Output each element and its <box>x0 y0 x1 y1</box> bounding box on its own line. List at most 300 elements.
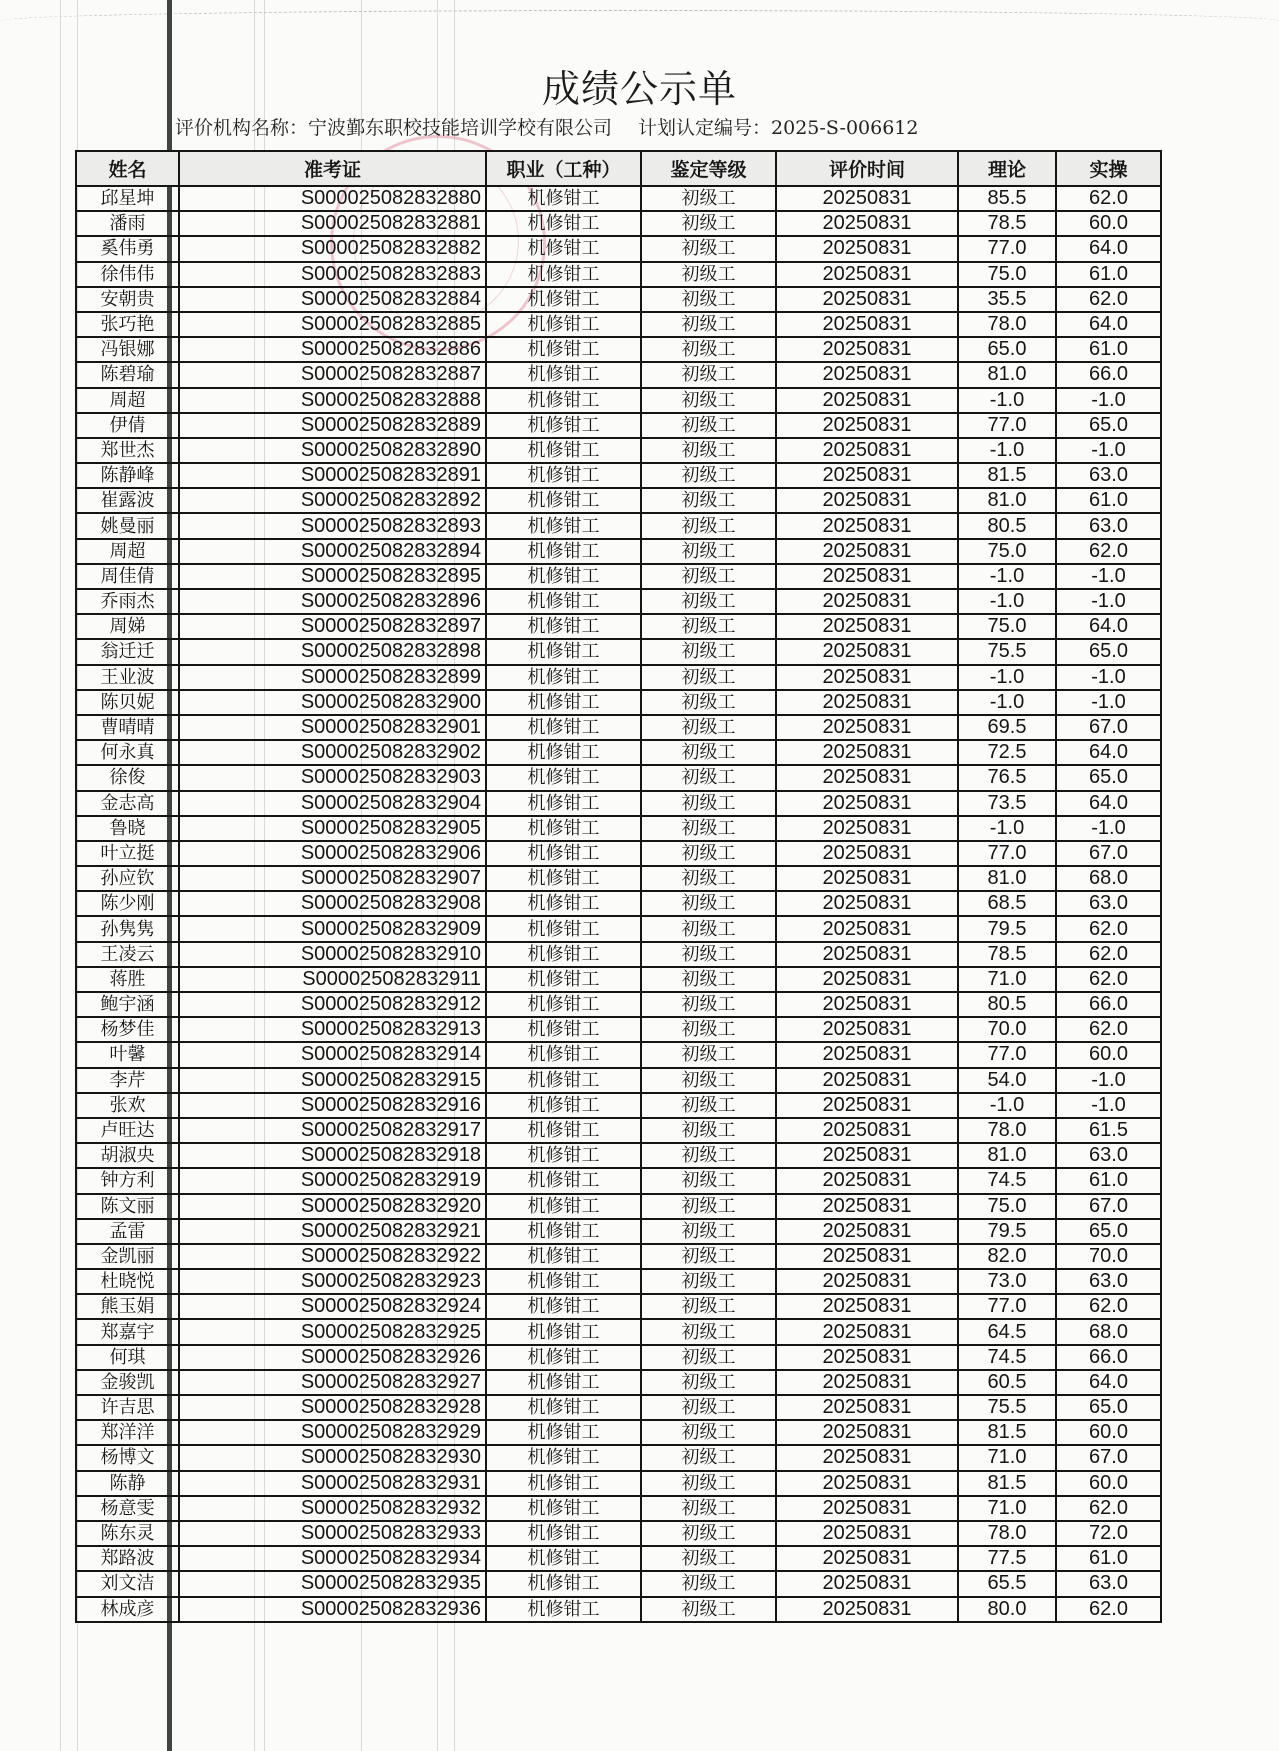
cell-date: 20250831 <box>776 866 958 891</box>
cell-theory-score: -1.0 <box>958 438 1056 463</box>
cell-level: 初级工 <box>641 891 776 916</box>
cell-practice-score: 63.0 <box>1056 1143 1161 1168</box>
cell-occupation: 机修钳工 <box>486 866 641 891</box>
cell-name: 周超 <box>76 539 179 564</box>
cell-level: 初级工 <box>641 639 776 664</box>
cell-name: 熊玉娟 <box>76 1294 179 1319</box>
table-row <box>76 841 1161 866</box>
cell-exam-id: S000025082832898 <box>179 639 486 664</box>
cell-name: 张巧艳 <box>76 312 179 337</box>
table-row <box>76 614 1161 639</box>
cell-exam-id: S000025082832911 <box>179 967 486 992</box>
cell-theory-score: -1.0 <box>958 1093 1056 1118</box>
cell-name: 奚伟勇 <box>76 236 179 261</box>
org-label: 评价机构名称： <box>175 117 309 139</box>
cell-name: 孙应钦 <box>76 866 179 891</box>
cell-exam-id: S000025082832926 <box>179 1345 486 1370</box>
cell-name: 陈文丽 <box>76 1194 179 1219</box>
cell-exam-id: S000025082832893 <box>179 513 486 538</box>
cell-theory-score: 78.0 <box>958 1118 1056 1143</box>
table-row <box>76 1445 1161 1470</box>
cell-level: 初级工 <box>641 463 776 488</box>
cell-date: 20250831 <box>776 1118 958 1143</box>
cell-exam-id: S000025082832907 <box>179 866 486 891</box>
cell-practice-score: 64.0 <box>1056 236 1161 261</box>
cell-theory-score: -1.0 <box>958 690 1056 715</box>
cell-practice-score: -1.0 <box>1056 1068 1161 1093</box>
cell-date: 20250831 <box>776 967 958 992</box>
cell-theory-score: 78.0 <box>958 312 1056 337</box>
cell-theory-score: 77.0 <box>958 236 1056 261</box>
cell-practice-score: -1.0 <box>1056 388 1161 413</box>
cell-practice-score: 62.0 <box>1056 186 1161 211</box>
cell-level: 初级工 <box>641 942 776 967</box>
cell-theory-score: 75.5 <box>958 639 1056 664</box>
cell-level: 初级工 <box>641 1118 776 1143</box>
cell-practice-score: 68.0 <box>1056 1319 1161 1344</box>
cell-level: 初级工 <box>641 1068 776 1093</box>
cell-practice-score: 66.0 <box>1056 992 1161 1017</box>
cell-practice-score: 62.0 <box>1056 1294 1161 1319</box>
cell-name: 胡淑央 <box>76 1143 179 1168</box>
cell-level: 初级工 <box>641 816 776 841</box>
cell-name: 鲁晓 <box>76 816 179 841</box>
cell-theory-score: 79.5 <box>958 916 1056 941</box>
cell-exam-id: S000025082832905 <box>179 816 486 841</box>
cell-occupation: 机修钳工 <box>486 816 641 841</box>
cell-occupation: 机修钳工 <box>486 438 641 463</box>
header-occupation: 职业（工种） <box>486 151 641 186</box>
cell-date: 20250831 <box>776 1597 958 1622</box>
cell-practice-score: 70.0 <box>1056 1244 1161 1269</box>
cell-date: 20250831 <box>776 1420 958 1445</box>
cell-name: 杨意雯 <box>76 1496 179 1521</box>
cell-name: 周佳倩 <box>76 564 179 589</box>
cell-exam-id: S000025082832915 <box>179 1068 486 1093</box>
cell-practice-score: 63.0 <box>1056 1571 1161 1596</box>
cell-date: 20250831 <box>776 715 958 740</box>
table-row <box>76 488 1161 513</box>
cell-level: 初级工 <box>641 488 776 513</box>
cell-theory-score: 74.5 <box>958 1168 1056 1193</box>
cell-level: 初级工 <box>641 1370 776 1395</box>
cell-occupation: 机修钳工 <box>486 1319 641 1344</box>
cell-practice-score: 67.0 <box>1056 841 1161 866</box>
cell-exam-id: S000025082832934 <box>179 1546 486 1571</box>
cell-practice-score: 60.0 <box>1056 1042 1161 1067</box>
cell-theory-score: 75.0 <box>958 262 1056 287</box>
cell-exam-id: S000025082832894 <box>179 539 486 564</box>
cell-exam-id: S000025082832897 <box>179 614 486 639</box>
cell-name: 叶立挺 <box>76 841 179 866</box>
cell-name: 杨博文 <box>76 1445 179 1470</box>
cell-practice-score: 65.0 <box>1056 639 1161 664</box>
cell-occupation: 机修钳工 <box>486 388 641 413</box>
table-row <box>76 916 1161 941</box>
cell-theory-score: 73.0 <box>958 1269 1056 1294</box>
cell-date: 20250831 <box>776 639 958 664</box>
table-row <box>76 1345 1161 1370</box>
table-row <box>76 1118 1161 1143</box>
cell-practice-score: 62.0 <box>1056 942 1161 967</box>
cell-occupation: 机修钳工 <box>486 1546 641 1571</box>
table-row <box>76 891 1161 916</box>
cell-theory-score: 81.0 <box>958 488 1056 513</box>
cell-date: 20250831 <box>776 765 958 790</box>
cell-practice-score: 62.0 <box>1056 1017 1161 1042</box>
cell-name: 陈东灵 <box>76 1521 179 1546</box>
cell-date: 20250831 <box>776 1269 958 1294</box>
cell-exam-id: S000025082832932 <box>179 1496 486 1521</box>
cell-level: 初级工 <box>641 513 776 538</box>
cell-date: 20250831 <box>776 388 958 413</box>
cell-name: 陈静峰 <box>76 463 179 488</box>
cell-theory-score: 81.5 <box>958 1471 1056 1496</box>
cell-practice-score: 61.5 <box>1056 1118 1161 1143</box>
cell-name: 翁迁迁 <box>76 639 179 664</box>
cell-theory-score: 80.5 <box>958 513 1056 538</box>
cell-name: 安朝贵 <box>76 287 179 312</box>
cell-name: 何琪 <box>76 1345 179 1370</box>
header-name: 姓名 <box>76 151 179 186</box>
cell-level: 初级工 <box>641 614 776 639</box>
cell-name: 杜晓悦 <box>76 1269 179 1294</box>
table-row <box>76 1219 1161 1244</box>
table-row <box>76 1143 1161 1168</box>
cell-level: 初级工 <box>641 740 776 765</box>
cell-practice-score: -1.0 <box>1056 1093 1161 1118</box>
table-row <box>76 1521 1161 1546</box>
cell-level: 初级工 <box>641 765 776 790</box>
cell-exam-id: S000025082832918 <box>179 1143 486 1168</box>
cell-theory-score: 85.5 <box>958 186 1056 211</box>
cell-exam-id: S000025082832891 <box>179 463 486 488</box>
cell-name: 何永真 <box>76 740 179 765</box>
cell-exam-id: S000025082832909 <box>179 916 486 941</box>
cell-level: 初级工 <box>641 1219 776 1244</box>
table-row <box>76 1294 1161 1319</box>
cell-date: 20250831 <box>776 1546 958 1571</box>
cell-date: 20250831 <box>776 513 958 538</box>
cell-name: 孙隽隽 <box>76 916 179 941</box>
cell-exam-id: S000025082832886 <box>179 337 486 362</box>
cell-occupation: 机修钳工 <box>486 1118 641 1143</box>
cell-practice-score: 62.0 <box>1056 1496 1161 1521</box>
header-exam-id: 准考证 <box>179 151 486 186</box>
cell-date: 20250831 <box>776 1294 958 1319</box>
table-row <box>76 413 1161 438</box>
cell-exam-id: S000025082832910 <box>179 942 486 967</box>
cell-level: 初级工 <box>641 1496 776 1521</box>
cell-exam-id: S000025082832914 <box>179 1042 486 1067</box>
score-table <box>75 150 1162 1623</box>
table-row <box>76 1017 1161 1042</box>
table-row <box>76 236 1161 261</box>
cell-practice-score: 63.0 <box>1056 463 1161 488</box>
cell-exam-id: S000025082832922 <box>179 1244 486 1269</box>
cell-occupation: 机修钳工 <box>486 1420 641 1445</box>
cell-theory-score: 77.5 <box>958 1546 1056 1571</box>
cell-occupation: 机修钳工 <box>486 211 641 236</box>
cell-date: 20250831 <box>776 1496 958 1521</box>
cell-occupation: 机修钳工 <box>486 942 641 967</box>
cell-exam-id: S000025082832899 <box>179 665 486 690</box>
cell-level: 初级工 <box>641 1597 776 1622</box>
cell-occupation: 机修钳工 <box>486 765 641 790</box>
cell-level: 初级工 <box>641 916 776 941</box>
cell-theory-score: 65.0 <box>958 337 1056 362</box>
cell-theory-score: 81.5 <box>958 463 1056 488</box>
cell-name: 金骏凯 <box>76 1370 179 1395</box>
cell-date: 20250831 <box>776 1244 958 1269</box>
table-row <box>76 589 1161 614</box>
cell-name: 金志高 <box>76 791 179 816</box>
cell-theory-score: -1.0 <box>958 816 1056 841</box>
table-row <box>76 1093 1161 1118</box>
scan-fold-line <box>0 10 1279 21</box>
cell-name: 陈少刚 <box>76 891 179 916</box>
header-practice: 实操 <box>1056 151 1161 186</box>
cell-exam-id: S000025082832930 <box>179 1445 486 1470</box>
cell-theory-score: 73.5 <box>958 791 1056 816</box>
cell-practice-score: 60.0 <box>1056 211 1161 236</box>
cell-level: 初级工 <box>641 362 776 387</box>
cell-practice-score: -1.0 <box>1056 564 1161 589</box>
cell-level: 初级工 <box>641 388 776 413</box>
cell-occupation: 机修钳工 <box>486 1042 641 1067</box>
cell-exam-id: S000025082832916 <box>179 1093 486 1118</box>
cell-theory-score: 81.0 <box>958 1143 1056 1168</box>
cell-date: 20250831 <box>776 564 958 589</box>
cell-occupation: 机修钳工 <box>486 992 641 1017</box>
table-row <box>76 438 1161 463</box>
cell-practice-score: 62.0 <box>1056 539 1161 564</box>
cell-occupation: 机修钳工 <box>486 639 641 664</box>
cell-occupation: 机修钳工 <box>486 791 641 816</box>
cell-occupation: 机修钳工 <box>486 1496 641 1521</box>
cell-date: 20250831 <box>776 791 958 816</box>
table-row <box>76 1420 1161 1445</box>
cell-theory-score: 71.0 <box>958 967 1056 992</box>
table-row <box>76 715 1161 740</box>
cell-occupation: 机修钳工 <box>486 262 641 287</box>
cell-occupation: 机修钳工 <box>486 665 641 690</box>
org-name: 宁波鄞东职校技能培训学校有限公司 <box>308 117 613 139</box>
cell-occupation: 机修钳工 <box>486 967 641 992</box>
cell-level: 初级工 <box>641 438 776 463</box>
cell-occupation: 机修钳工 <box>486 488 641 513</box>
cell-exam-id: S000025082832889 <box>179 413 486 438</box>
cell-exam-id: S000025082832882 <box>179 236 486 261</box>
cell-occupation: 机修钳工 <box>486 1269 641 1294</box>
cell-level: 初级工 <box>641 690 776 715</box>
header-date: 评价时间 <box>776 151 958 186</box>
cell-date: 20250831 <box>776 916 958 941</box>
cell-level: 初级工 <box>641 589 776 614</box>
cell-level: 初级工 <box>641 1521 776 1546</box>
cell-occupation: 机修钳工 <box>486 715 641 740</box>
table-row <box>76 740 1161 765</box>
cell-level: 初级工 <box>641 1042 776 1067</box>
cell-exam-id: S000025082832887 <box>179 362 486 387</box>
cell-date: 20250831 <box>776 312 958 337</box>
table-row <box>76 967 1161 992</box>
cell-level: 初级工 <box>641 967 776 992</box>
cell-practice-score: 62.0 <box>1056 967 1161 992</box>
cell-occupation: 机修钳工 <box>486 1370 641 1395</box>
cell-occupation: 机修钳工 <box>486 312 641 337</box>
cell-exam-id: S000025082832917 <box>179 1118 486 1143</box>
cell-date: 20250831 <box>776 740 958 765</box>
cell-name: 邱星坤 <box>76 186 179 211</box>
cell-practice-score: 67.0 <box>1056 1194 1161 1219</box>
cell-occupation: 机修钳工 <box>486 564 641 589</box>
cell-name: 姚曼丽 <box>76 513 179 538</box>
cell-exam-id: S000025082832881 <box>179 211 486 236</box>
cell-level: 初级工 <box>641 1093 776 1118</box>
table-row <box>76 1546 1161 1571</box>
cell-exam-id: S000025082832936 <box>179 1597 486 1622</box>
cell-level: 初级工 <box>641 539 776 564</box>
table-row <box>76 1269 1161 1294</box>
cell-level: 初级工 <box>641 1017 776 1042</box>
cell-theory-score: 78.5 <box>958 211 1056 236</box>
document-title: 成绩公示单 <box>541 67 737 111</box>
cell-name: 许吉思 <box>76 1395 179 1420</box>
cell-level: 初级工 <box>641 1546 776 1571</box>
cell-date: 20250831 <box>776 992 958 1017</box>
cell-date: 20250831 <box>776 1194 958 1219</box>
table-row <box>76 866 1161 891</box>
cell-name: 周超 <box>76 388 179 413</box>
cell-name: 伊倩 <box>76 413 179 438</box>
cell-date: 20250831 <box>776 262 958 287</box>
cell-theory-score: -1.0 <box>958 388 1056 413</box>
cell-theory-score: 79.5 <box>958 1219 1056 1244</box>
cell-occupation: 机修钳工 <box>486 1194 641 1219</box>
cell-practice-score: -1.0 <box>1056 665 1161 690</box>
cell-theory-score: 81.0 <box>958 866 1056 891</box>
cell-date: 20250831 <box>776 211 958 236</box>
cell-exam-id: S000025082832923 <box>179 1269 486 1294</box>
cell-date: 20250831 <box>776 362 958 387</box>
cell-theory-score: 65.5 <box>958 1571 1056 1596</box>
cell-practice-score: 61.0 <box>1056 337 1161 362</box>
table-row <box>76 1370 1161 1395</box>
cell-theory-score: 71.0 <box>958 1445 1056 1470</box>
cell-practice-score: -1.0 <box>1056 438 1161 463</box>
cell-occupation: 机修钳工 <box>486 841 641 866</box>
cell-level: 初级工 <box>641 337 776 362</box>
cell-date: 20250831 <box>776 1521 958 1546</box>
cell-date: 20250831 <box>776 1219 958 1244</box>
cell-theory-score: 80.5 <box>958 992 1056 1017</box>
cell-practice-score: 63.0 <box>1056 1269 1161 1294</box>
cell-date: 20250831 <box>776 942 958 967</box>
cell-occupation: 机修钳工 <box>486 1571 641 1596</box>
cell-occupation: 机修钳工 <box>486 1471 641 1496</box>
cell-name: 李芹 <box>76 1068 179 1093</box>
cell-theory-score: 69.5 <box>958 715 1056 740</box>
cell-theory-score: 60.5 <box>958 1370 1056 1395</box>
cell-exam-id: S000025082832888 <box>179 388 486 413</box>
cell-exam-id: S000025082832895 <box>179 564 486 589</box>
cell-exam-id: S000025082832896 <box>179 589 486 614</box>
cell-occupation: 机修钳工 <box>486 287 641 312</box>
cell-theory-score: -1.0 <box>958 589 1056 614</box>
cell-exam-id: S000025082832883 <box>179 262 486 287</box>
table-row <box>76 312 1161 337</box>
cell-name: 徐俊 <box>76 765 179 790</box>
cell-occupation: 机修钳工 <box>486 463 641 488</box>
table-row <box>76 564 1161 589</box>
cell-name: 崔露波 <box>76 488 179 513</box>
cell-practice-score: 64.0 <box>1056 614 1161 639</box>
header-theory: 理论 <box>958 151 1056 186</box>
cell-occupation: 机修钳工 <box>486 513 641 538</box>
cell-practice-score: 61.0 <box>1056 262 1161 287</box>
cell-exam-id: S000025082832927 <box>179 1370 486 1395</box>
cell-date: 20250831 <box>776 589 958 614</box>
cell-name: 郑嘉宇 <box>76 1319 179 1344</box>
cell-date: 20250831 <box>776 438 958 463</box>
cell-practice-score: -1.0 <box>1056 816 1161 841</box>
table-row <box>76 1571 1161 1596</box>
cell-level: 初级工 <box>641 1319 776 1344</box>
cell-practice-score: 66.0 <box>1056 362 1161 387</box>
cell-occupation: 机修钳工 <box>486 1068 641 1093</box>
cell-exam-id: S000025082832912 <box>179 992 486 1017</box>
cell-date: 20250831 <box>776 539 958 564</box>
cell-theory-score: 77.0 <box>958 1294 1056 1319</box>
table-row <box>76 765 1161 790</box>
cell-name: 刘文洁 <box>76 1571 179 1596</box>
cell-occupation: 机修钳工 <box>486 337 641 362</box>
cell-practice-score: 67.0 <box>1056 715 1161 740</box>
cell-exam-id: S000025082832903 <box>179 765 486 790</box>
cell-name: 徐伟伟 <box>76 262 179 287</box>
cell-occupation: 机修钳工 <box>486 1093 641 1118</box>
cell-date: 20250831 <box>776 463 958 488</box>
cell-theory-score: 81.0 <box>958 362 1056 387</box>
cell-date: 20250831 <box>776 1445 958 1470</box>
cell-exam-id: S000025082832919 <box>179 1168 486 1193</box>
cell-exam-id: S000025082832908 <box>179 891 486 916</box>
cell-theory-score: 80.0 <box>958 1597 1056 1622</box>
cell-occupation: 机修钳工 <box>486 589 641 614</box>
cell-level: 初级工 <box>641 1168 776 1193</box>
cell-exam-id: S000025082832913 <box>179 1017 486 1042</box>
table-row <box>76 1042 1161 1067</box>
cell-level: 初级工 <box>641 287 776 312</box>
cell-practice-score: -1.0 <box>1056 589 1161 614</box>
cell-occupation: 机修钳工 <box>486 539 641 564</box>
plan-label: 计划认定编号： <box>638 117 772 139</box>
cell-name: 杨梦佳 <box>76 1017 179 1042</box>
cell-level: 初级工 <box>641 992 776 1017</box>
table-row <box>76 992 1161 1017</box>
cell-occupation: 机修钳工 <box>486 614 641 639</box>
table-row <box>76 287 1161 312</box>
table-row <box>76 1194 1161 1219</box>
cell-name: 潘雨 <box>76 211 179 236</box>
cell-date: 20250831 <box>776 287 958 312</box>
cell-level: 初级工 <box>641 413 776 438</box>
cell-name: 王凌云 <box>76 942 179 967</box>
cell-date: 20250831 <box>776 1471 958 1496</box>
cell-level: 初级工 <box>641 1345 776 1370</box>
cell-theory-score: -1.0 <box>958 665 1056 690</box>
